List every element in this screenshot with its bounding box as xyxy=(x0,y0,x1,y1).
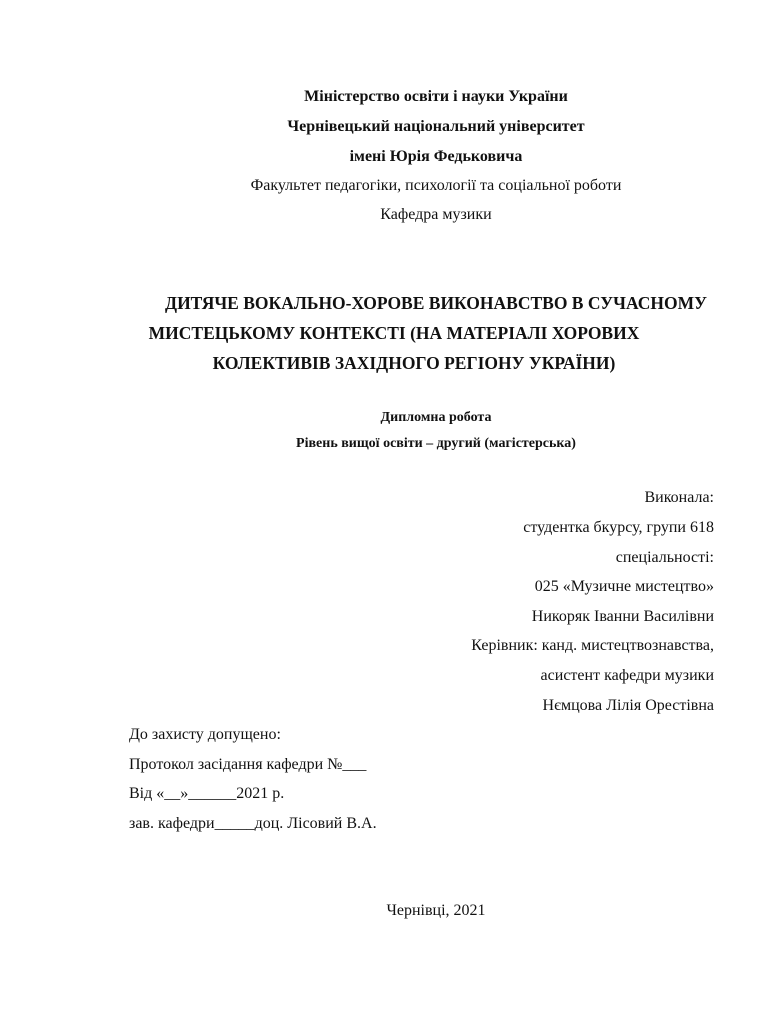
supervisor-position: асистент кафедри музики xyxy=(540,667,714,684)
education-level: Рівень вищої освіти – другий (магістерська) xyxy=(296,436,576,451)
protocol-line: Протокол засідання кафедри №___ xyxy=(129,756,367,773)
faculty-line: Факультет педагогіки, психології та соціальної роботи xyxy=(250,177,622,194)
thesis-title-line-2: МИСТЕЦЬКОМУ КОНТЕКСТІ (НА МАТЕРІАЛІ ХОРОВИХ xyxy=(148,323,640,343)
author-name: Никоряк Іванни Василівни xyxy=(531,608,714,625)
supervisor-label: Керівник: канд. мистецтвознавства, xyxy=(471,637,714,654)
specialty-value: 025 «Музичне мистецтво» xyxy=(534,578,714,595)
thesis-title-line-3: КОЛЕКТИВІВ ЗАХІДНОГО РЕГІОНУ УКРАЇНИ) xyxy=(212,353,616,373)
specialty-label: спеціальності: xyxy=(615,549,714,566)
admitted-label: До захисту допущено: xyxy=(129,726,281,743)
date-line: Від «__»______2021 р. xyxy=(129,785,285,802)
ministry-heading: Міністерство освіти і науки України xyxy=(304,88,568,105)
university-heading: Чернівецький національний університет xyxy=(287,118,585,135)
work-type: Дипломна робота xyxy=(380,410,492,425)
city-year: Чернівці, 2021 xyxy=(386,902,486,919)
completed-by-label: Виконала: xyxy=(644,489,714,506)
student-info: студентка бкурсу, групи 618 xyxy=(523,519,714,536)
supervisor-name: Нємцова Лілія Орестівна xyxy=(542,697,714,714)
department-line: Кафедра музики xyxy=(380,206,492,223)
university-name-heading: імені Юрія Федьковича xyxy=(349,148,523,165)
department-head-line: зав. кафедри_____доц. Лісовий В.А. xyxy=(129,815,377,832)
thesis-title-line-1: ДИТЯЧЕ ВОКАЛЬНО-ХОРОВЕ ВИКОНАВСТВО В СУЧАСНОМУ xyxy=(165,293,707,313)
